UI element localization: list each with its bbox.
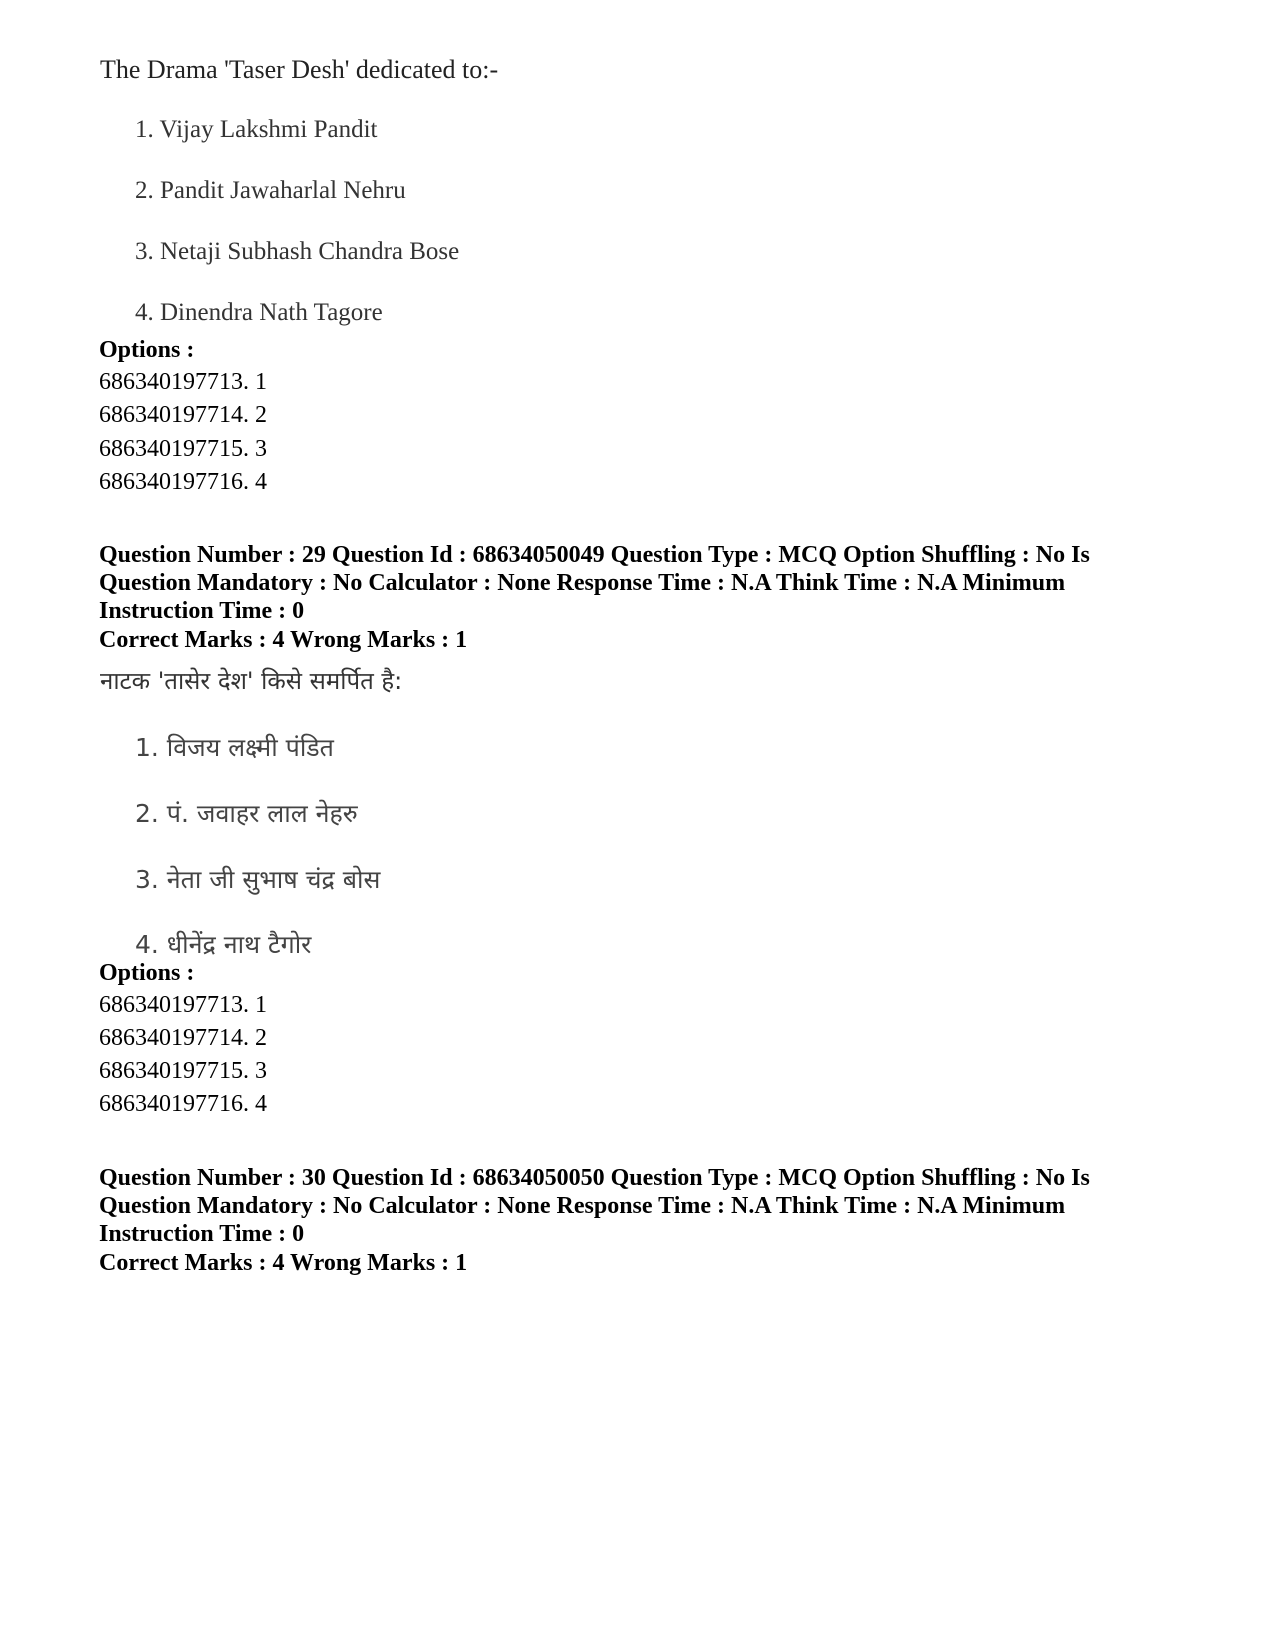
question-meta	[99, 541, 1179, 625]
option-line: 686340197713. 1	[99, 992, 267, 1018]
option-line: 686340197715. 3	[99, 1058, 267, 1084]
meta-line: Question Number : 29 Question Id : 68634050049 Question Type : MCQ Option Shuffling : No Is	[99, 542, 1090, 568]
option-line: 686340197714. 2	[99, 402, 267, 428]
options-label: Options :	[99, 337, 195, 363]
choice-item: 1. Vijay Lakshmi Pandit	[135, 116, 378, 143]
choice-item: 2. Pandit Jawaharlal Nehru	[135, 177, 406, 204]
marks-line: Correct Marks : 4 Wrong Marks : 1	[99, 627, 468, 653]
question-text: नाटक 'तासेर देश' किसे समर्पित है:	[100, 667, 403, 695]
meta-line: Question Mandatory : No Calculator : None Response Time : N.A Think Time : N.A Minimum	[99, 1193, 1066, 1219]
choice-item: 2. पं. जवाहर लाल नेहरु	[135, 799, 358, 828]
options-label: Options :	[99, 960, 195, 986]
choice-item: 3. Netaji Subhash Chandra Bose	[135, 238, 460, 265]
choice-item: 3. नेता जी सुभाष चंद्र बोस	[135, 865, 381, 894]
meta-line: Instruction Time : 0	[99, 1221, 305, 1247]
question-meta	[99, 1164, 1179, 1248]
meta-line: Question Number : 30 Question Id : 68634050050 Question Type : MCQ Option Shuffling : No Is	[99, 1165, 1090, 1191]
choice-item: 4. Dinendra Nath Tagore	[135, 299, 383, 326]
option-line: 686340197715. 3	[99, 436, 267, 462]
choice-item: 4. धीनेंद्र नाथ टैगोर	[135, 930, 312, 959]
option-line: 686340197716. 4	[99, 1091, 267, 1117]
choice-item: 1. विजय लक्ष्मी पंडित	[135, 733, 334, 762]
meta-line: Question Mandatory : No Calculator : None Response Time : N.A Think Time : N.A Minimum	[99, 570, 1066, 596]
option-line: 686340197714. 2	[99, 1025, 267, 1051]
question-text: The Drama 'Taser Desh' dedicated to:-	[100, 55, 499, 84]
meta-line: Instruction Time : 0	[99, 598, 305, 624]
marks-line: Correct Marks : 4 Wrong Marks : 1	[99, 1250, 468, 1276]
option-line: 686340197716. 4	[99, 469, 267, 495]
option-line: 686340197713. 1	[99, 369, 267, 395]
